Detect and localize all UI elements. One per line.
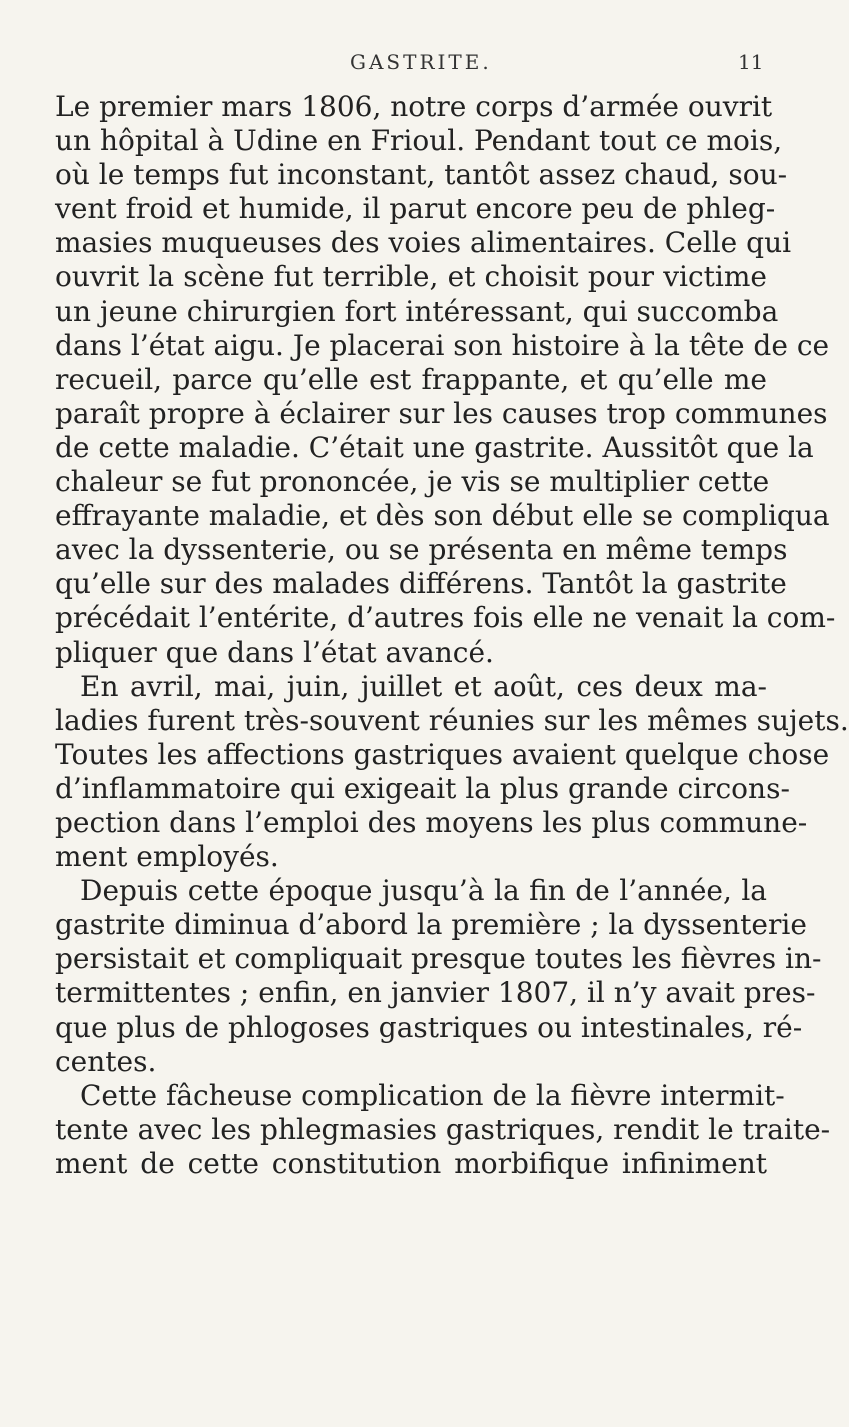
- text-line: ouvrit la scène fut terrible, et choisit pour victime: [55, 260, 767, 294]
- running-title: GASTRITE.: [350, 50, 492, 74]
- text-line: que plus de phlogoses gastriques ou intestinales, ré-: [55, 1010, 803, 1044]
- page-header: [0, 50, 800, 90]
- text-line: d’inflammatoire qui exigeait la plus grande circons-: [55, 771, 790, 805]
- text-line: un jeune chirurgien fort intéressant, qui succomba: [55, 294, 779, 328]
- text-line: pection dans l’emploi des moyens les plus commune-: [55, 805, 808, 839]
- text-line: persistait et compliquait presque toutes les fièvres in-: [55, 942, 822, 976]
- text-line: de cette maladie. C’était une gastrite. Aussitôt que la: [55, 430, 814, 464]
- text-line: pliquer que dans l’état avancé.: [55, 635, 494, 669]
- text-line: Cette fâcheuse complication de la fièvre intermit-: [80, 1078, 785, 1112]
- text-line: dans l’état aigu. Je placerai son histoire à la tête de ce: [55, 328, 830, 362]
- text-line: ment employés.: [55, 840, 279, 874]
- text-line: vent froid et humide, il parut encore peu de phleg-: [55, 192, 776, 226]
- text-line: ladies furent très-souvent réunies sur les mêmes sujets.: [55, 703, 849, 737]
- text-line: Le premier mars 1806, notre corps d’armée ouvrit: [55, 90, 773, 123]
- text-line: centes.: [55, 1044, 157, 1078]
- text-line: Depuis cette époque jusqu’à la fin de l’année, la: [80, 874, 767, 908]
- body-text: [55, 90, 849, 1181]
- text-line: tente avec les phlegmasies gastriques, rendit le traite-: [55, 1112, 831, 1146]
- text-line: En avril, mai, juin, juillet et août, ces deux ma-: [80, 669, 767, 703]
- text-line: recueil, parce qu’elle est frappante, et qu’elle me: [55, 362, 767, 396]
- text-line: masies muqueuses des voies alimentaires. Celle qui: [55, 226, 792, 260]
- text-line: chaleur se fut prononcée, je vis se multiplier cette: [55, 465, 770, 499]
- text-line: effrayante maladie, et dès son début elle se compliqua: [55, 499, 830, 533]
- text-line: gastrite diminua d’abord la première ; la dyssenterie: [55, 908, 807, 942]
- text-line: un hôpital à Udine en Frioul. Pendant tout ce mois,: [55, 124, 783, 158]
- text-line: termittentes ; enfin, en janvier 1807, il n’y avait pres-: [55, 976, 816, 1010]
- text-line: paraît propre à éclairer sur les causes trop communes: [55, 396, 828, 430]
- page-number: 11: [738, 50, 764, 74]
- text-line: ment de cette constitution morbifique infiniment: [55, 1146, 767, 1180]
- text-line: où le temps fut inconstant, tantôt assez chaud, sou-: [55, 158, 788, 192]
- text-line: qu’elle sur des malades différens. Tantôt la gastrite: [55, 567, 787, 601]
- text-line: Toutes les affections gastriques avaient quelque chose: [55, 737, 830, 771]
- text-line: avec la dyssenterie, ou se présenta en même temps: [55, 533, 788, 567]
- text-line: précédait l’entérite, d’autres fois elle ne venait la com-: [55, 601, 836, 635]
